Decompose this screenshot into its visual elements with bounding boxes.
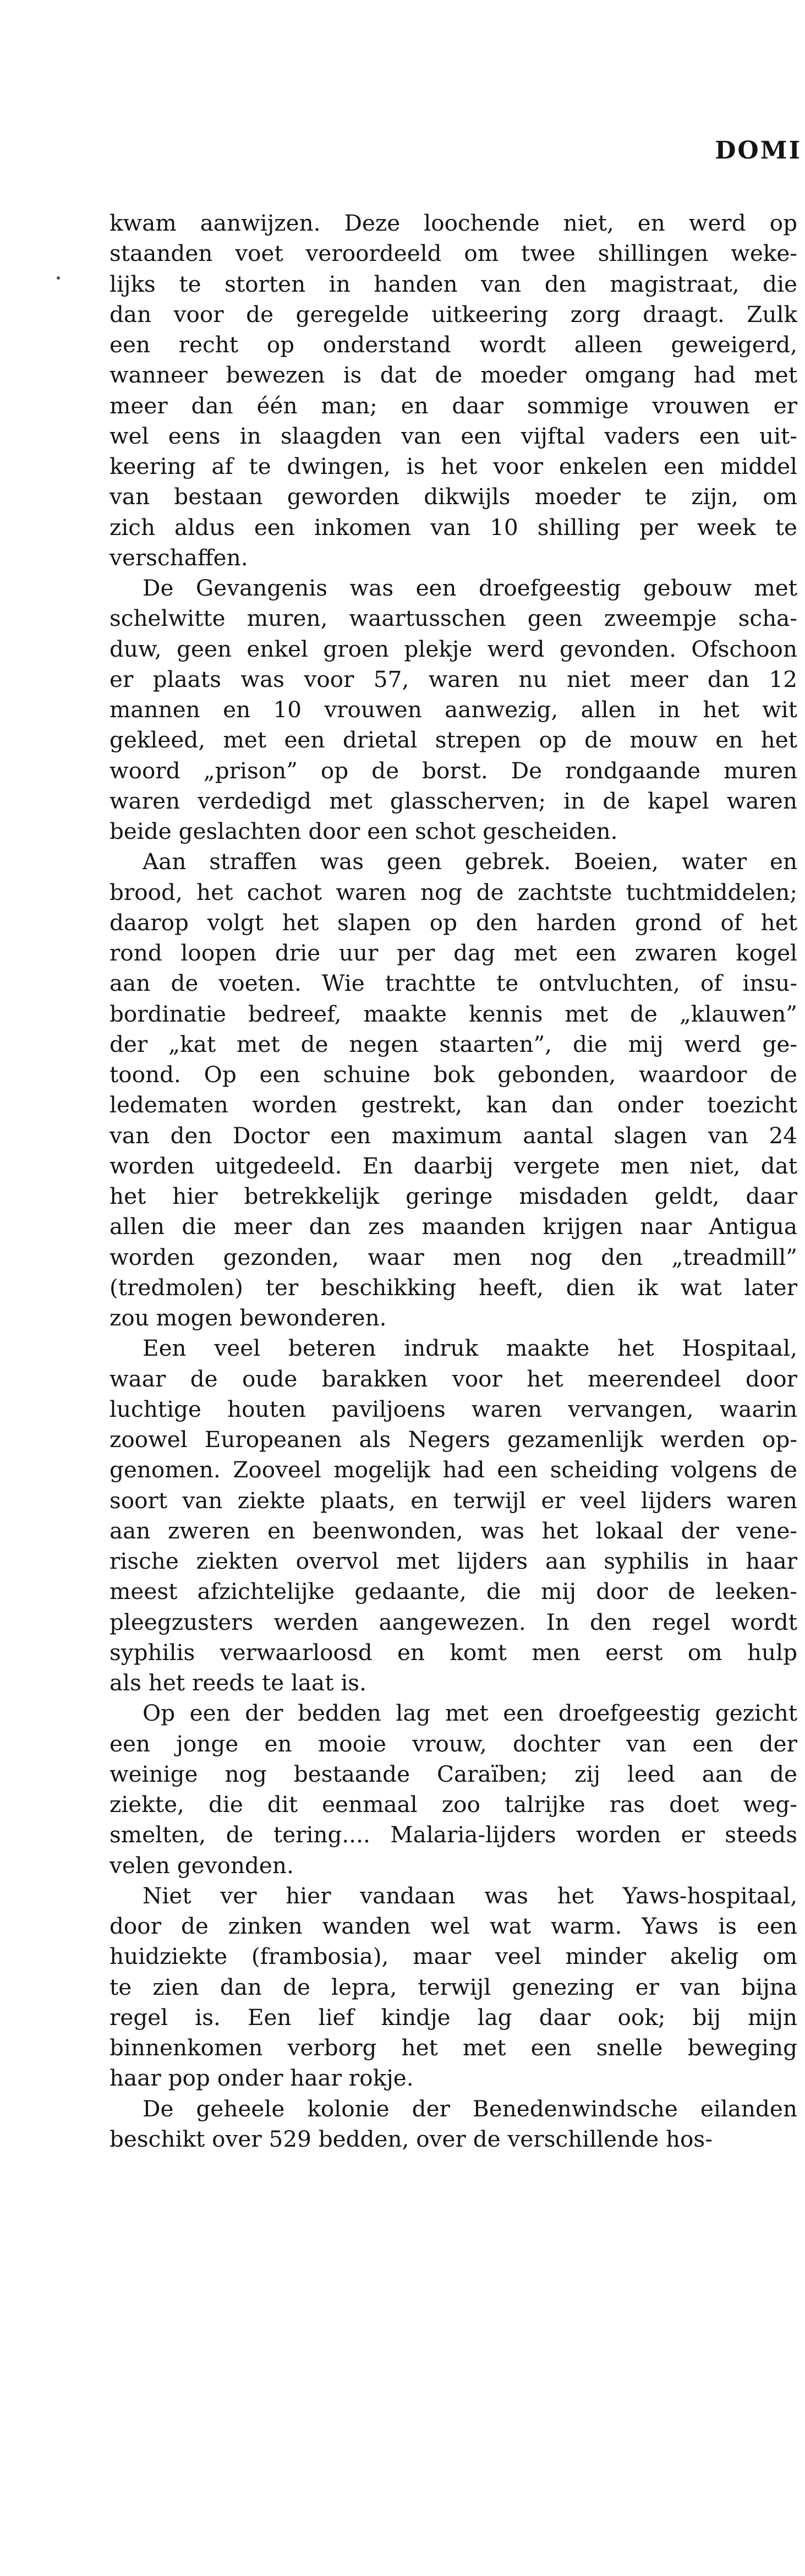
text-line: wanneer bewezen is dat de moeder omgang had met bbox=[109, 362, 797, 389]
text-line: aan zweren en beenwonden, was het lokaal der vene- bbox=[109, 1517, 797, 1544]
text-line: door de zinken wanden wel wat warm. Yaws is een bbox=[109, 1913, 797, 1939]
text-line: Een veel beteren indruk maakte het Hospitaal, bbox=[143, 1335, 797, 1362]
text-line: als het reeds te laat is. bbox=[109, 1669, 366, 1696]
text-line: syphilis verwaarloosd en komt men eerst om hulp bbox=[109, 1639, 797, 1666]
paragraph bbox=[109, 2094, 797, 2155]
text-line: Op een der bedden lag met een droefgeestig gezicht bbox=[143, 1700, 797, 1727]
text-line: verschaffen. bbox=[109, 544, 248, 571]
text-line: allen die meer dan zes maanden krijgen naar Antigua bbox=[109, 1213, 797, 1240]
text-line: binnenkomen verborg het met een snelle beweging bbox=[109, 2034, 797, 2061]
text-line: weinige nog bestaande Caraïben; zij leed aan de bbox=[109, 1760, 797, 1787]
text-line: ziekte, die dit eenmaal zoo talrijke ras doet weg- bbox=[109, 1791, 797, 1818]
text-line: aan de voeten. Wie trachtte te ontvluchten, of insu- bbox=[109, 970, 797, 997]
text-line: gekleed, met een drietal strepen op de mouw en het bbox=[109, 727, 797, 754]
text-line: soort van ziekte plaats, en terwijl er veel lijders waren bbox=[109, 1487, 797, 1514]
text-line: haar pop onder haar rokje. bbox=[109, 2065, 414, 2092]
text-line: van bestaan geworden dikwijls moeder te zijn, om bbox=[109, 483, 797, 510]
text-line: meest afzichtelijke gedaante, die mij door de leeken- bbox=[109, 1578, 797, 1605]
body-text bbox=[109, 208, 797, 2154]
running-head: DOMI bbox=[715, 137, 802, 165]
text-line: Aan straffen was geen gebrek. Boeien, water en bbox=[143, 848, 797, 875]
text-line: beide geslachten door een schot gescheiden. bbox=[109, 818, 618, 844]
text-line: woord „prison” op de borst. De rondgaande muren bbox=[109, 757, 797, 784]
text-line: De geheele kolonie der Benedenwindsche eilanden bbox=[143, 2095, 797, 2122]
text-line: smelten, de tering.... Malaria-lijders worden er steeds bbox=[109, 1821, 797, 1848]
paragraph bbox=[109, 1881, 797, 2094]
text-line: kwam aanwijzen. Deze loochende niet, en werd op bbox=[109, 210, 797, 236]
margin-mark bbox=[57, 276, 60, 280]
text-line: regel is. Een lief kindje lag daar ook; bij mijn bbox=[109, 2004, 797, 2031]
text-line: rond loopen drie uur per dag met een zwaren kogel bbox=[109, 940, 797, 966]
text-line: rische ziekten overvol met lijders aan syphilis in haar bbox=[109, 1548, 797, 1574]
paragraph bbox=[109, 1698, 797, 1881]
text-line: De Gevangenis was een droefgeestig gebouw met bbox=[143, 575, 797, 601]
text-line: worden gezonden, waar men nog den „treadmill” bbox=[109, 1243, 797, 1270]
text-line: staanden voet veroordeeld om twee shillingen weke- bbox=[109, 240, 797, 267]
text-line: er plaats was voor 57, waren nu niet meer dan 12 bbox=[109, 665, 797, 692]
text-line: zoowel Europeanen als Negers gezamenlijk werden op- bbox=[109, 1426, 797, 1453]
text-line: lijks te storten in handen van den magistraat, die bbox=[109, 270, 797, 297]
text-line: zou mogen bewonderen. bbox=[109, 1305, 387, 1331]
text-line: keering af te dwingen, is het voor enkelen een middel bbox=[109, 453, 797, 479]
text-line: zich aldus een inkomen van 10 shilling per week te bbox=[109, 514, 797, 541]
text-line: een jonge en mooie vrouw, dochter van een der bbox=[109, 1730, 797, 1757]
text-line: (tredmolen) ter beschikking heeft, dien ik wat later bbox=[109, 1274, 797, 1301]
text-line: daarop volgt het slapen op den harden grond of het bbox=[109, 909, 797, 936]
text-line: genomen. Zooveel mogelijk had een scheiding volgens de bbox=[109, 1456, 797, 1483]
text-line: brood, het cachot waren nog de zachtste tuchtmiddelen; bbox=[109, 878, 797, 905]
paragraph bbox=[109, 1333, 797, 1698]
text-line: Niet ver hier vandaan was het Yaws-hospitaal, bbox=[143, 1882, 797, 1909]
text-line: dan voor de geregelde uitkeering zorg draagt. Zulk bbox=[109, 301, 797, 328]
text-line: velen gevonden. bbox=[109, 1852, 294, 1879]
text-line: mannen en 10 vrouwen aanwezig, allen in het wit bbox=[109, 696, 797, 723]
text-line: waren verdedigd met glasscherven; in de kapel waren bbox=[109, 787, 797, 814]
text-line: luchtige houten paviljoens waren vervangen, waarin bbox=[109, 1395, 797, 1422]
text-line: duw, geen enkel groen plekje werd gevonden. Ofschoon bbox=[109, 635, 797, 662]
text-line: pleegzusters werden aangewezen. In den regel wordt bbox=[109, 1608, 797, 1635]
text-line: toond. Op een schuine bok gebonden, waardoor de bbox=[109, 1061, 797, 1088]
text-line: te zien dan de lepra, terwijl genezing er van bijna bbox=[109, 1973, 797, 2000]
text-line: het hier betrekkelijk geringe misdaden geldt, daar bbox=[109, 1183, 797, 1209]
text-line: bordinatie bedreef, maakte kennis met de „klauwen” bbox=[109, 1000, 797, 1027]
text-line: worden uitgedeeld. En daarbij vergete men niet, dat bbox=[109, 1152, 797, 1179]
paragraph bbox=[109, 573, 797, 847]
text-line: beschikt over 529 bedden, over de verschillende hos- bbox=[109, 2125, 713, 2152]
paragraph bbox=[109, 208, 797, 573]
text-line: ledematen worden gestrekt, kan dan onder toezicht bbox=[109, 1091, 797, 1118]
text-line: een recht op onderstand wordt alleen geweigerd, bbox=[109, 331, 797, 358]
text-line: der „kat met de negen staarten”, die mij werd ge- bbox=[109, 1030, 797, 1057]
text-line: schelwitte muren, waartusschen geen zweempje scha- bbox=[109, 605, 797, 632]
paragraph bbox=[109, 847, 797, 1333]
text-line: meer dan één man; en daar sommige vrouwen er bbox=[109, 392, 797, 419]
text-line: huidziekte (frambosia), maar veel minder akelig om bbox=[109, 1943, 797, 1970]
text-line: wel eens in slaagden van een vijftal vaders een uit- bbox=[109, 422, 797, 449]
text-line: van den Doctor een maximum aantal slagen van 24 bbox=[109, 1122, 797, 1149]
text-line: waar de oude barakken voor het meerendeel door bbox=[109, 1365, 797, 1392]
